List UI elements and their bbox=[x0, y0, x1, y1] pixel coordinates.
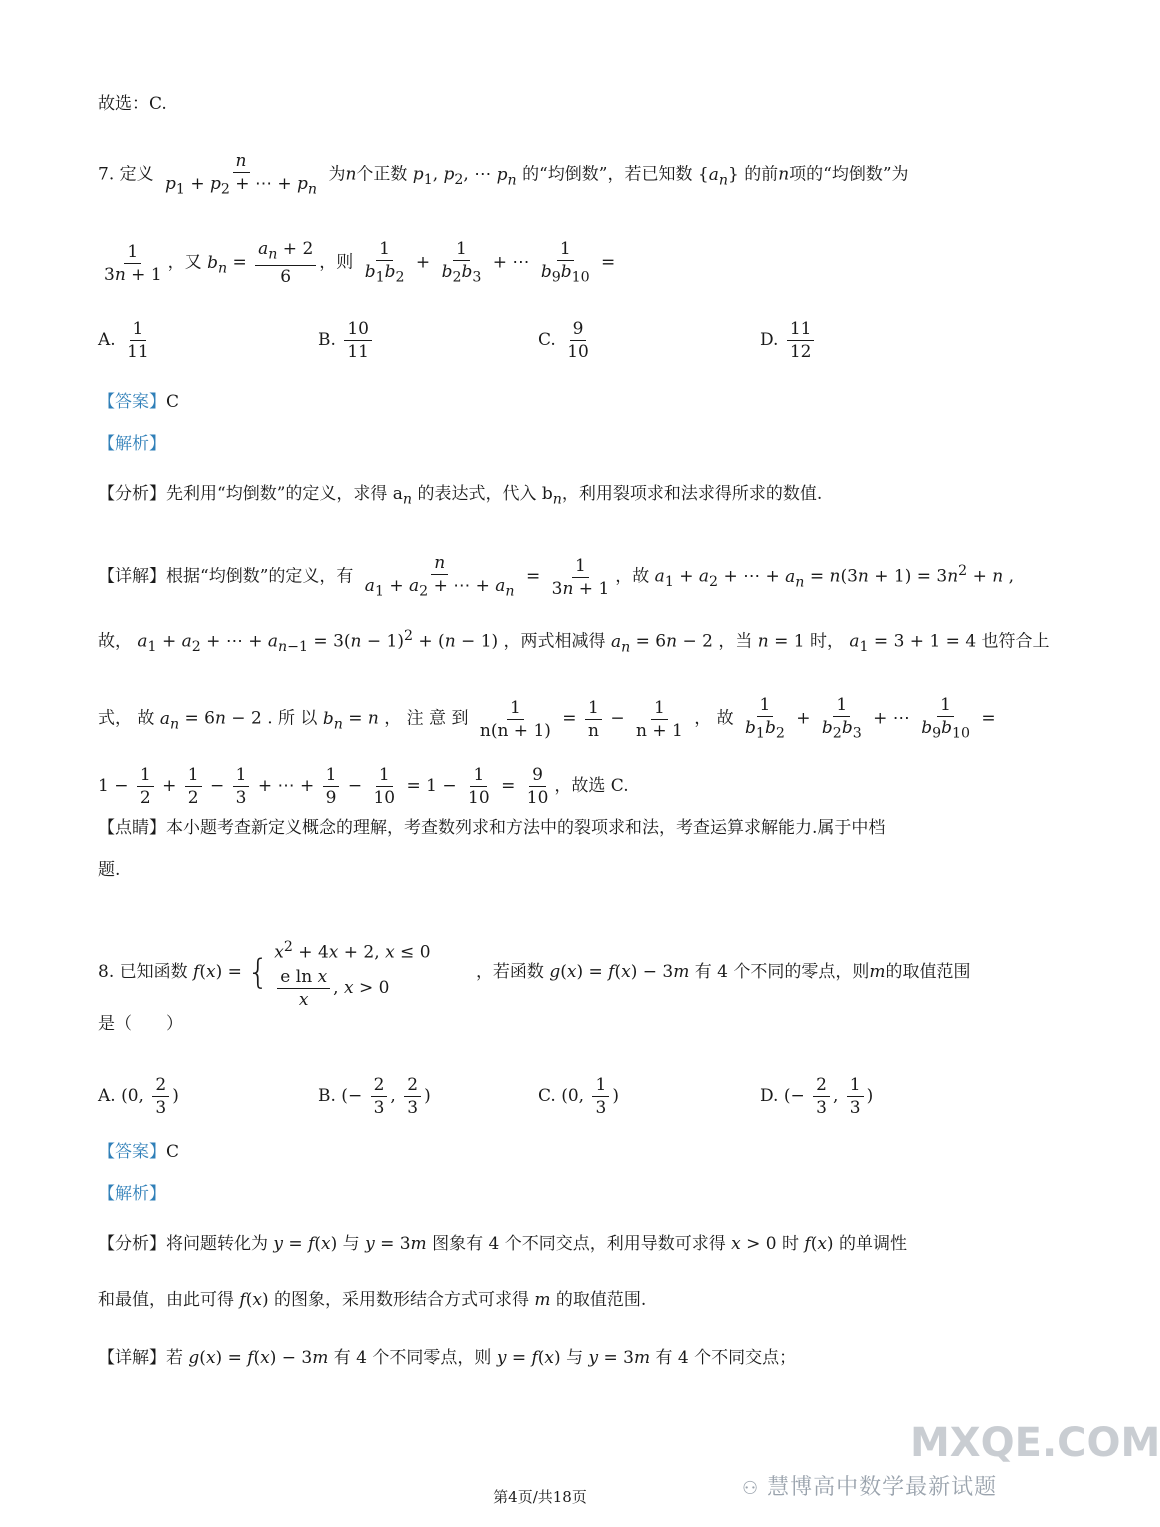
line-conclusion: 故选：C. bbox=[98, 94, 167, 114]
q8-option-d: D. (− $\frac{2}{3}$ , $\frac{1}{3}$ ) bbox=[760, 1075, 874, 1118]
q8-answer: 【答案】C bbox=[98, 1142, 180, 1162]
q8-analysis-2: 和最值，由此可得 f(x) 的图象，采用数形结合方式可求得 m 的取值范围. bbox=[98, 1290, 647, 1310]
q7-option-d: D. $\frac{11}{12}$ bbox=[760, 318, 817, 363]
q7-detail-4: 1 − $\frac{1}{2}$ + $\frac{1}{2}$ − $\frac{1}{3}$ + ⋯ + $\frac{1}{9}$ − $\frac{1}{10}$ = 1 − $\frac{1}{10}$ = $\frac{9}{10}$ ，故选 C. bbox=[98, 765, 629, 808]
q7-option-a: A. $\frac{1}{11}$ bbox=[98, 319, 149, 362]
q8-detail: 【详解】若 g(x) = f(x) − 3m 有 4 个不同零点，则 y = f(x) 与 y = 3m 有 4 个不同交点； bbox=[98, 1348, 797, 1368]
q7-detail-3: 式， 故 $a_n = 6n - 2$ . 所 以 $b_n = n$ ， 注 意 到 $\frac{1}{n(n + 1)}$ = $\frac{1}{n}$ − $\frac{1}{n + 1}$ ， 故 $\frac{1}{b_1b_2}$ + $\frac{1}{b_2b_3}$ + ⋯ $\frac{1}{b_9b_{10}}$ = bbox=[98, 695, 996, 742]
wechat-icon: ⚇ bbox=[742, 1478, 760, 1499]
q7-analysis: 【分析】先利用“均倒数”的定义，求得 $a_n$ 的表达式，代入 $b_n$，利用裂项求和法求得所求的数值. bbox=[98, 484, 823, 508]
q7-option-c: C. $\frac{9}{10}$ bbox=[538, 319, 589, 362]
q7-detail-1: 【详解】根据“均倒数”的定义，有 $\frac{n}{a_1 + a_2 + \cdots + a_n}$ = $\frac{1}{3n + 1}$ ，故 $a_1 + a_2$ + ⋯ + $a_n = n(3n + 1) = 3n^2 + n$ , bbox=[98, 553, 1015, 600]
q8-line-1: 8. 已知函数 f(x) = { $x^2 + 4x + 2$, x ≤ 0 $\frac{\text{e ln x}}{x}$ , x > 0 ，若函数 g(x) = f(x) − 3m 有 4 个不同的零点，则m的取值范围 bbox=[98, 939, 971, 1010]
q7-option-b: B. $\frac{10}{11}$ bbox=[318, 318, 375, 363]
q7-comment-1: 【点睛】本小题考查新定义概念的理解，考查数列求和方法中的裂项求和法，考查运算求解能力.属于中档 bbox=[98, 818, 886, 838]
q7-answer: 【答案】C bbox=[98, 392, 180, 412]
q8-jiexi: 【解析】 bbox=[98, 1184, 166, 1204]
q7-jiexi: 【解析】 bbox=[98, 434, 166, 454]
q8-analysis-1: 【分析】将问题转化为 y = f(x) 与 y = 3m 图象有 4 个不同交点，利用导数可求得 x > 0 时 f(x) 的单调性 bbox=[98, 1234, 907, 1254]
q7-detail-2: 故， $a_1 + a_2$ + ⋯ + $a_{n-1} = 3(n - 1)^2 + (n - 1)$ ，两式相减得 $a_n = 6n - 2$ ，当 n = 1 时， $a_1 = 3 + 1 = 4$ 也符合上 bbox=[98, 628, 1050, 656]
q8-option-b: B. (− $\frac{2}{3}$ , $\frac{2}{3}$ ) bbox=[318, 1075, 431, 1118]
q7-comment-2: 题. bbox=[98, 860, 121, 880]
q7-line-1: 7. 定义 $\frac{n}{p_1 + p_2 + \cdots + p_n}$ 为n个正数 $p_1$, $p_2$, ⋯ $p_n$ 的“均倒数”，若已知数 $\{a_n\}$ 的前n项的“均倒数”为 bbox=[98, 150, 909, 200]
page-footer: 第4页/共18页 bbox=[493, 1488, 587, 1506]
q7-line-2: $\frac{1}{3n + 1}$ ，又 $b_n$ = $\frac{a_n + 2}{6}$ ，则 $\frac{1}{b_1b_2}$ + $\frac{1}{b_2b_3}$ + ⋯ $\frac{1}{b_9b_{10}}$ = bbox=[104, 239, 616, 288]
q8-line-2: 是（ ） bbox=[98, 1014, 183, 1034]
watermark-text: ⚇ 慧博高中数学最新试题 bbox=[742, 1475, 998, 1500]
fraction: $\frac{n}{p_1 + p_2 + \cdots + p_n}$ bbox=[165, 151, 318, 198]
q8-option-a: A. (0, $\frac{2}{3}$ ) bbox=[98, 1075, 179, 1118]
q8-option-c: C. (0, $\frac{1}{3}$ ) bbox=[538, 1075, 619, 1118]
watermark-logo: MXQE.COM bbox=[910, 1420, 1160, 1466]
